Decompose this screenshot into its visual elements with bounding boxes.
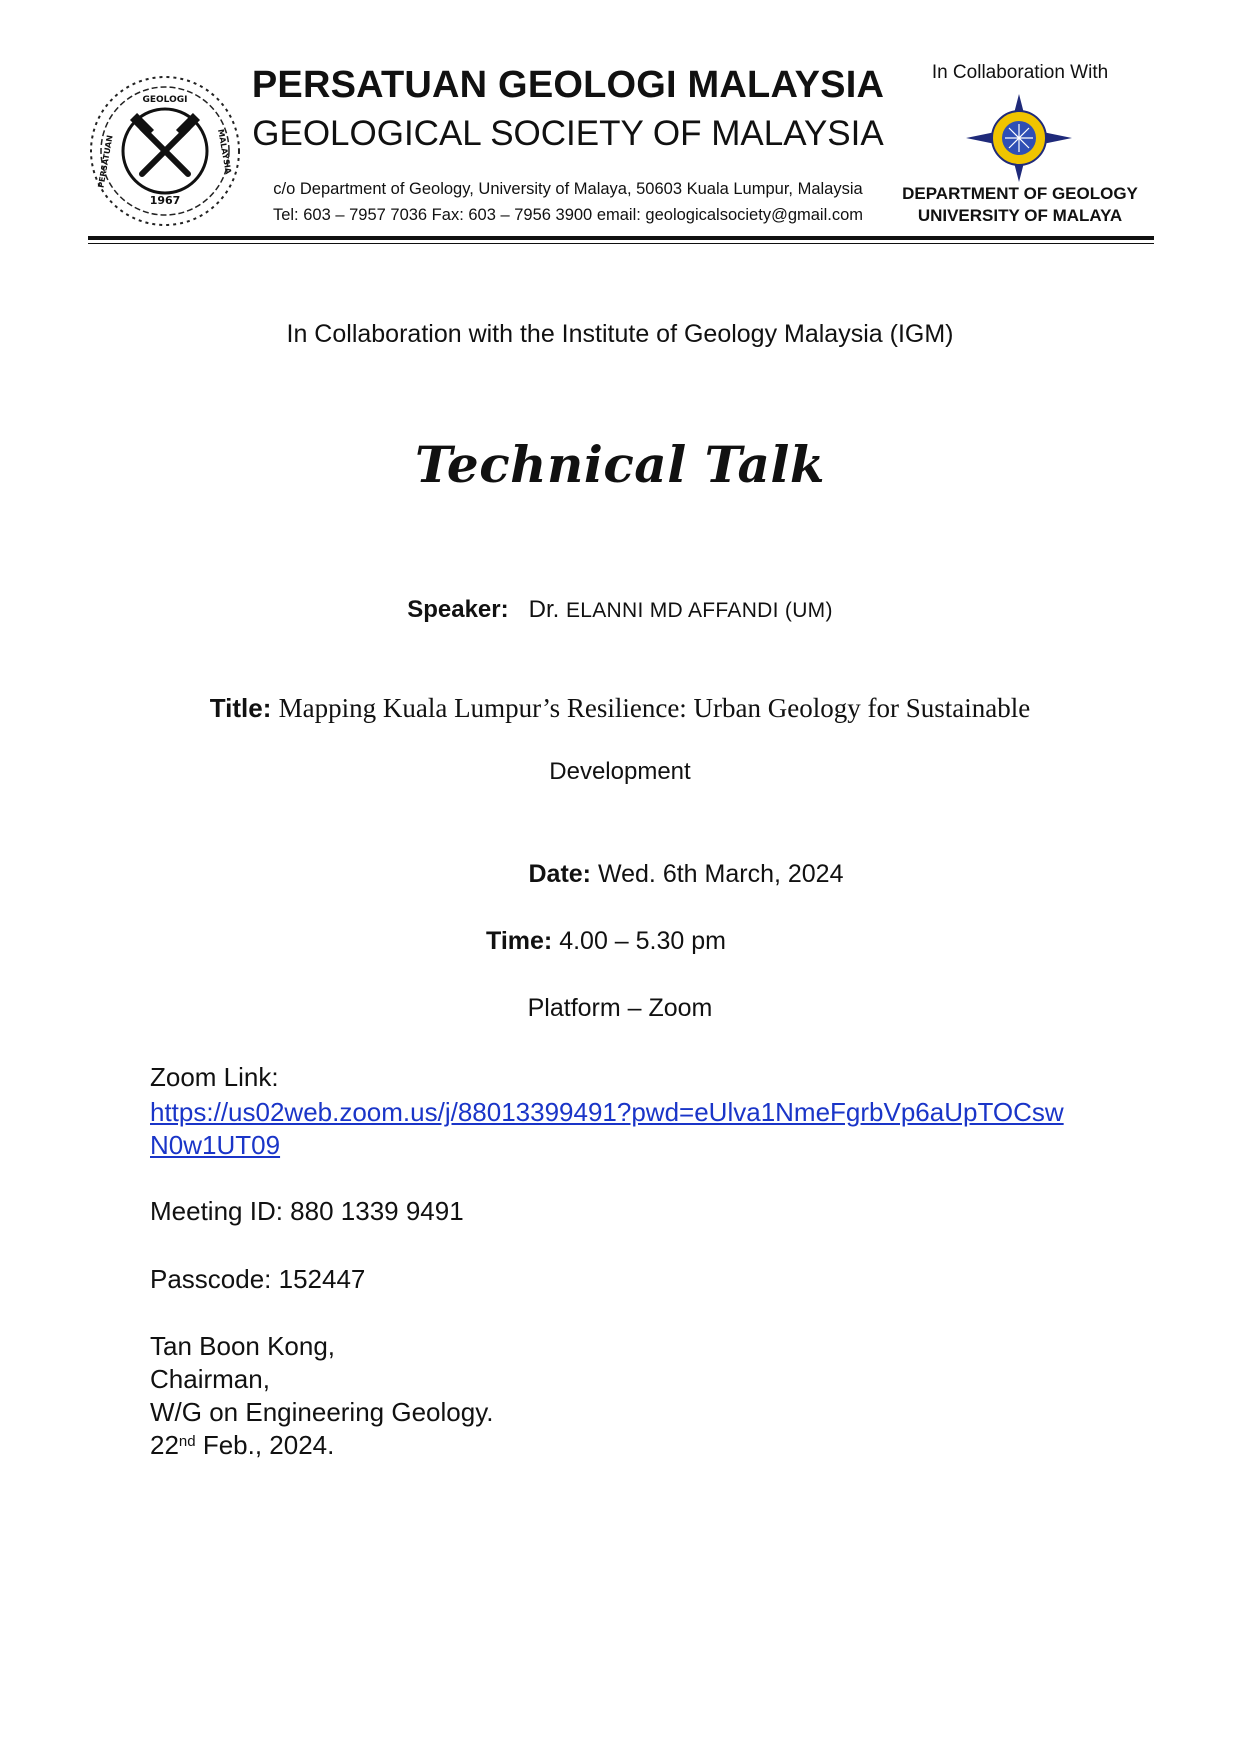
header-divider — [88, 236, 1154, 240]
header-divider-thin — [88, 243, 1154, 244]
society-logo — [86, 72, 244, 230]
zoom-link-line2[interactable]: N0w1UT09 — [150, 1130, 281, 1160]
society-name-english: GEOLOGICAL SOCIETY OF MALAYSIA — [252, 114, 884, 153]
talk-title-continued: Development — [549, 758, 691, 785]
zoom-link-line1[interactable]: https://us02web.zoom.us/j/88013399491?pwd=eUlva1NmeFgrbVp6aUpTOCsw — [150, 1097, 1064, 1127]
title-label: Title: — [209, 693, 272, 723]
signoff-block — [150, 1330, 493, 1462]
page-title: Technical Talk — [414, 435, 826, 494]
speaker-line — [0, 596, 1240, 624]
logo-year: 1967 — [149, 194, 181, 207]
talk-title-text: Mapping Kuala Lumpur’s Resilience: Urban Geology for Sustainable — [278, 693, 1031, 723]
society-name-malay: PERSATUAN GEOLOGI MALAYSIA — [251, 64, 885, 106]
zoom-link[interactable] — [150, 1096, 1064, 1162]
society-contact: Tel: 603 – 7957 7036 Fax: 603 – 7956 3900 email: geologicalsociety@gmail.com — [272, 206, 864, 224]
logo-ring-text: GEOLOGI — [142, 95, 188, 105]
speaker-name: ELANNI MD AFFANDI (UM) — [565, 599, 833, 622]
signoff-date-suffix: nd — [178, 1433, 196, 1450]
university-name: UNIVERSITY OF MALAYA — [917, 206, 1123, 225]
signoff-name: Tan Boon Kong, — [150, 1331, 336, 1361]
speaker-label: Speaker: — [407, 596, 509, 623]
time-label: Time: — [486, 927, 553, 955]
signoff-role: Chairman, — [150, 1364, 270, 1394]
time-line — [0, 927, 1226, 956]
meeting-id: Meeting ID: 880 1339 9491 — [150, 1196, 464, 1226]
date-line — [66, 860, 1240, 889]
talk-title-line — [0, 693, 1240, 724]
logo-ring-text-left: PERSATUAN — [96, 134, 115, 189]
signoff-date-day: 22 — [150, 1430, 179, 1460]
date-label: Date: — [528, 860, 592, 888]
collaboration-note: In Collaboration with the Institute of Geology Malaysia (IGM) — [286, 320, 954, 348]
speaker-prefix: Dr. — [528, 596, 560, 623]
department-name: DEPARTMENT OF GEOLOGY — [902, 184, 1138, 203]
date-value: Wed. 6th March, 2024 — [597, 860, 844, 888]
society-address: c/o Department of Geology, University of Malaya, 50603 Kuala Lumpur, Malaysia — [273, 180, 863, 198]
signoff-date — [150, 1430, 334, 1460]
university-logo — [964, 92, 1074, 184]
time-value: 4.00 – 5.30 pm — [559, 927, 726, 955]
collaboration-header: In Collaboration With — [931, 62, 1109, 83]
signoff-group: W/G on Engineering Geology. — [150, 1397, 494, 1427]
platform-line: Platform – Zoom — [527, 994, 713, 1022]
passcode: Passcode: 152447 — [150, 1264, 366, 1294]
logo-ring-text-right: MALAYSIA — [216, 128, 233, 175]
signoff-date-rest: Feb., 2024. — [195, 1430, 335, 1460]
zoom-link-label: Zoom Link: — [150, 1062, 279, 1092]
